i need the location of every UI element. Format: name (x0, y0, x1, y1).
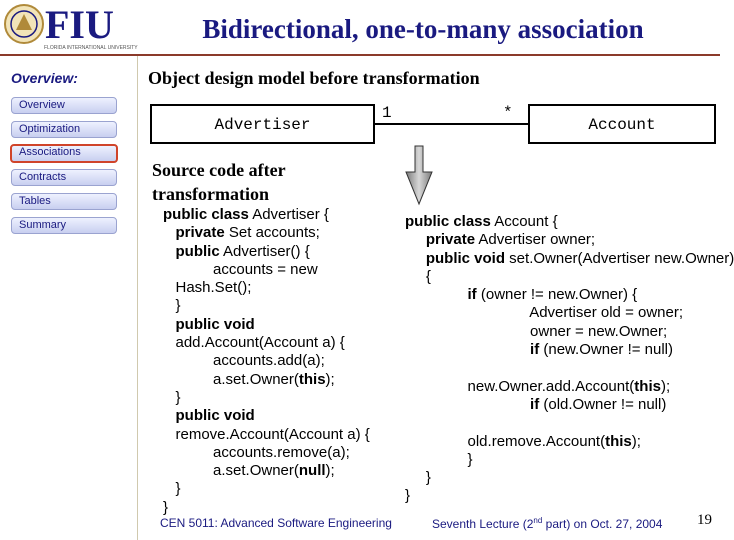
code-line: accounts.remove(a); (163, 443, 350, 461)
fiu-logo (2, 2, 138, 52)
code-line: { (405, 267, 431, 285)
code-line: } (405, 469, 431, 487)
code-line: accounts.add(a); (163, 352, 325, 370)
sidebar-item-tables[interactable]: Tables (11, 193, 117, 210)
svg-text:FIU: FIU (45, 2, 114, 47)
code-line: if (owner != new.Owner) { (467, 286, 638, 304)
sidebar-item-overview[interactable]: Overview (11, 97, 117, 114)
code-line: } (405, 487, 411, 505)
code-line: } (163, 480, 181, 498)
code-line: public void (175, 407, 255, 425)
advertiser-source-code (163, 206, 370, 517)
account-source-code (405, 213, 734, 506)
code-line: if (new.Owner != null) (530, 341, 674, 359)
footer-lecture: Seventh Lecture (2nd part) on Oct. 27, 2004 (432, 516, 663, 531)
code-line: a.set.Owner(null); (163, 462, 335, 480)
association-line (375, 123, 528, 125)
svg-text:FLORIDA INTERNATIONAL UNIVERSI: FLORIDA INTERNATIONAL UNIVERSITY (44, 45, 138, 51)
code-line: public void set.Owner(Advertiser new.Owner) (425, 249, 734, 267)
multiplicity-right: * (503, 104, 513, 122)
code-line: Hash.Set(); (163, 279, 252, 297)
sidebar-item-summary[interactable]: Summary (11, 217, 117, 234)
diagram-title: Object design model before transformation (148, 68, 480, 88)
code-line: accounts = new (163, 260, 318, 278)
multiplicity-left: 1 (382, 104, 392, 122)
code-line: } (163, 297, 181, 315)
code-line: a.set.Owner(this); (163, 370, 335, 388)
code-line: public void (175, 315, 255, 333)
footer-course: CEN 5011: Advanced Software Engineering (160, 516, 392, 530)
code-line: } (405, 450, 473, 468)
page-number: 19 (697, 512, 712, 528)
code-line: public class Account { (405, 213, 558, 230)
code-line: public Advertiser() { (175, 242, 310, 260)
code-line: private Advertiser owner; (425, 231, 596, 249)
sidebar-item-associations[interactable]: Associations (10, 144, 118, 163)
code-line (405, 359, 720, 377)
code-line: add.Account(Account a) { (163, 334, 345, 352)
code-line: if (old.Owner != null) (530, 395, 667, 413)
down-arrow-icon (404, 144, 434, 206)
code-line (405, 414, 720, 432)
code-line: private Set accounts; (175, 224, 320, 242)
code-line: remove.Account(Account a) { (163, 425, 370, 443)
code-line: } (163, 498, 169, 516)
advertiser-class-box: Advertiser (150, 104, 375, 144)
sidebar-divider (137, 56, 138, 540)
source-code-title: Source code after transformation (152, 160, 286, 204)
code-line: owner = new.Owner; (405, 322, 668, 340)
account-class-box: Account (528, 104, 716, 144)
code-line: } (163, 388, 181, 406)
sidebar-item-contracts[interactable]: Contracts (11, 169, 117, 186)
code-line: new.Owner.add.Account(this); (405, 377, 671, 395)
code-line: Advertiser old = owner; (405, 304, 684, 322)
sidebar-heading: Overview: (11, 70, 78, 86)
code-line: public class Advertiser { (163, 206, 329, 223)
sidebar-item-optimization[interactable]: Optimization (11, 121, 117, 138)
slide-title: Bidirectional, one-to-many association (202, 14, 644, 44)
code-line: old.remove.Account(this); (405, 432, 641, 450)
